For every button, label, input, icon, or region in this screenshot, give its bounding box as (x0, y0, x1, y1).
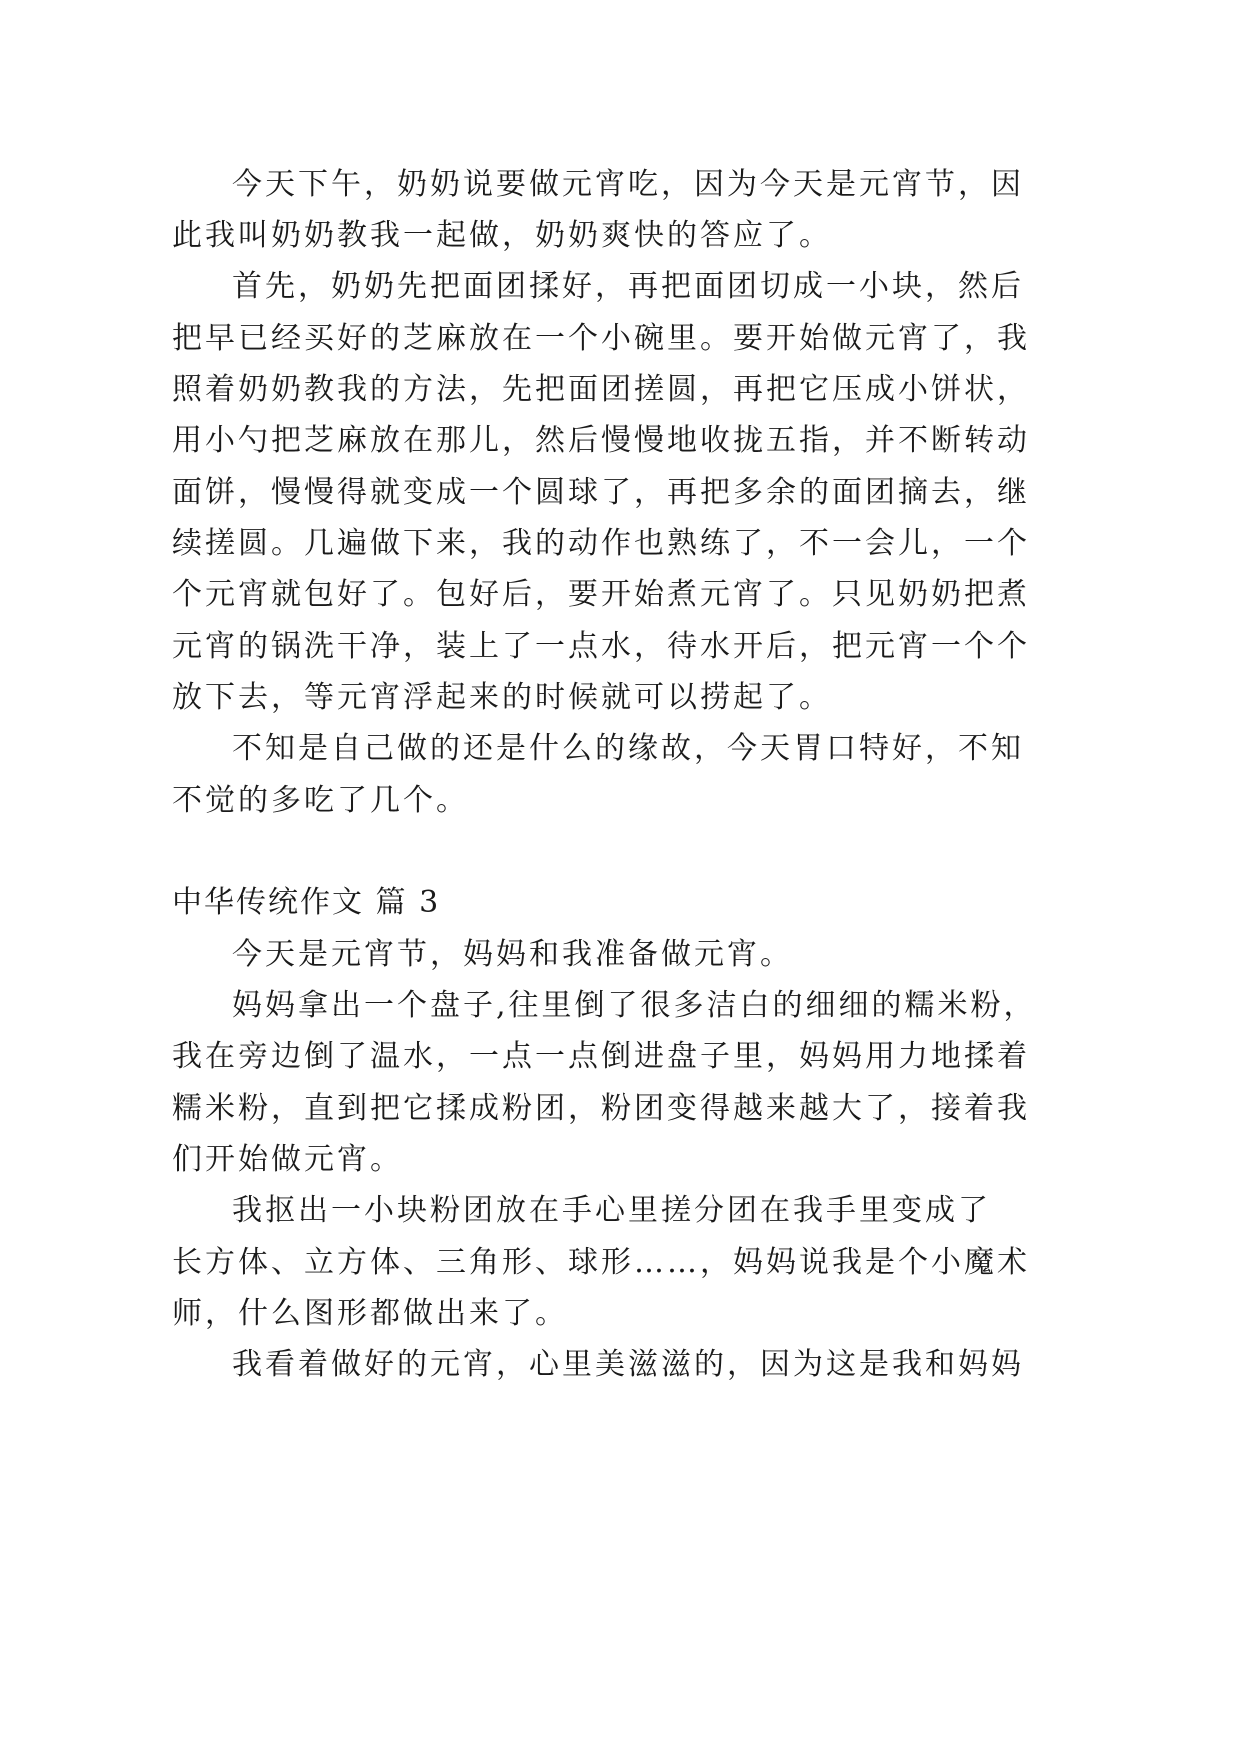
text-line: 不觉的多吃了几个。 (172, 783, 469, 818)
text-line: 师，什么图形都做出来了。 (172, 1296, 568, 1331)
text-line: 面饼，慢慢得就变成一个圆球了，再把多余的面团摘去，继 (172, 475, 1030, 510)
text-line: 放下去，等元宵浮起来的时候就可以捞起了。 (172, 680, 832, 715)
text-line: 今天下午，奶奶说要做元宵吃，因为今天是元宵节，因 (232, 167, 1024, 202)
text-line: 照着奶奶教我的方法，先把面团搓圆，再把它压成小饼状， (172, 372, 1030, 407)
text-line: 元宵的锅洗干净，装上了一点水，待水开后，把元宵一个个 (172, 629, 1030, 664)
text-line: 糯米粉，直到把它揉成粉团，粉团变得越来越大了，接着我 (172, 1091, 1030, 1126)
text-line: 不知是自己做的还是什么的缘故，今天胃口特好，不知 (232, 731, 1024, 766)
text-line: 我抠出一小块粉团放在手心里搓分团在我手里变成了 (232, 1193, 991, 1228)
section-heading: 中华传统作文 篇 3 (172, 885, 441, 920)
text-line: 们开始做元宵。 (172, 1142, 403, 1177)
text-line: 我在旁边倒了温水，一点一点倒进盘子里，妈妈用力地揉着 (172, 1039, 1030, 1074)
text-line: 续搓圆。几遍做下来，我的动作也熟练了，不一会儿，一个 (172, 526, 1030, 561)
text-line: 今天是元宵节，妈妈和我准备做元宵。 (232, 937, 793, 972)
text-line: 用小勺把芝麻放在那儿，然后慢慢地收拢五指，并不断转动 (172, 423, 1030, 458)
text-line: 妈妈拿出一个盘子,往里倒了很多洁白的细细的糯米粉， (232, 988, 1037, 1023)
text-line: 首先，奶奶先把面团揉好，再把面团切成一小块，然后 (232, 269, 1024, 304)
text-line: 把早已经买好的芝麻放在一个小碗里。要开始做元宵了，我 (172, 321, 1030, 356)
text-line: 个元宵就包好了。包好后，要开始煮元宵了。只见奶奶把煮 (172, 577, 1030, 612)
text-line: 此我叫奶奶教我一起做，奶奶爽快的答应了。 (172, 218, 832, 253)
text-line: 我看着做好的元宵，心里美滋滋的，因为这是我和妈妈 (232, 1347, 1024, 1382)
text-line: 长方体、立方体、三角形、球形……，妈妈说我是个小魔术 (172, 1245, 1030, 1280)
